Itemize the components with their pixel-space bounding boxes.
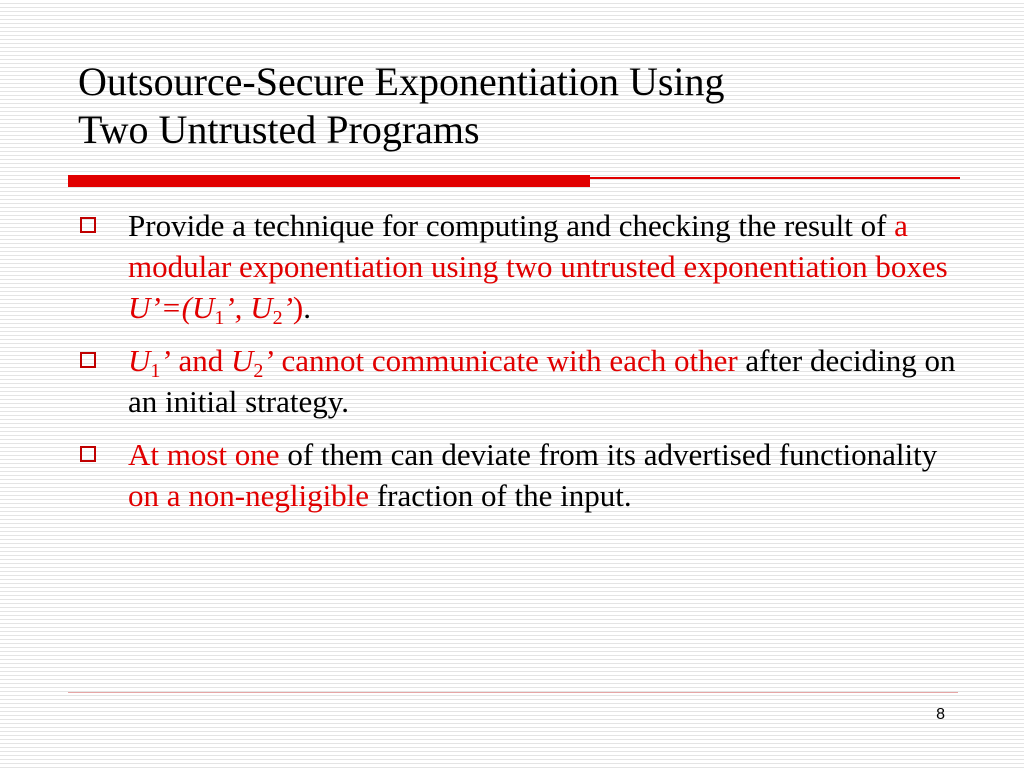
variable-u1: U [128, 343, 151, 378]
highlighted-text: cannot communicate with each other [273, 343, 738, 378]
highlighted-text: on a non-negligible [128, 478, 370, 513]
subscript-2: 2 [272, 307, 283, 329]
variable-u: U [128, 290, 151, 325]
highlighted-text [128, 343, 738, 382]
prime: ’ [263, 343, 274, 378]
subscript-1: 1 [150, 360, 161, 382]
formula-text: ’, [224, 290, 251, 325]
highlighted-text: At most one [128, 437, 280, 472]
bullet-item-2 [78, 340, 958, 422]
title-underline-thin [590, 177, 960, 179]
formula-text: ’ [282, 290, 293, 325]
title-line-2: Two Untrusted Programs [78, 107, 480, 152]
title-line-1: Outsource-Secure Exponentiation Using [78, 59, 725, 104]
subscript-2: 2 [253, 360, 264, 382]
variable-u2: U [230, 343, 254, 378]
bullet-text: of them can deviate from its advertised functionality [279, 437, 938, 472]
bullet-text: . [303, 290, 311, 325]
variable-u2: U [250, 290, 273, 325]
bullet-list [78, 205, 958, 528]
prime: ’ [160, 343, 171, 378]
subscript-1: 1 [214, 307, 225, 329]
footer-divider [68, 692, 958, 693]
formula [128, 290, 304, 329]
highlighted-text: a modular exponentiation using two untrusted exponentiation boxes [128, 208, 948, 284]
formula-text: ’=( [150, 290, 192, 325]
hollow-square-bullet-icon [80, 352, 96, 368]
conjunction: and [170, 343, 231, 378]
slide-title [78, 58, 978, 154]
slide-number: 8 [936, 706, 945, 723]
bullet-text: Provide a technique for computing and checking the result of [128, 208, 895, 243]
bullet-text: fraction of the input. [369, 478, 632, 513]
formula-text: ) [292, 290, 304, 325]
hollow-square-bullet-icon [80, 217, 96, 233]
bullet-item-1 [78, 205, 958, 328]
variable-u1: U [191, 290, 215, 325]
title-underline-thick [68, 175, 590, 187]
bullet-text: after deciding on an initial strategy. [128, 343, 956, 419]
hollow-square-bullet-icon [80, 446, 96, 462]
bullet-item-3 [78, 434, 958, 516]
